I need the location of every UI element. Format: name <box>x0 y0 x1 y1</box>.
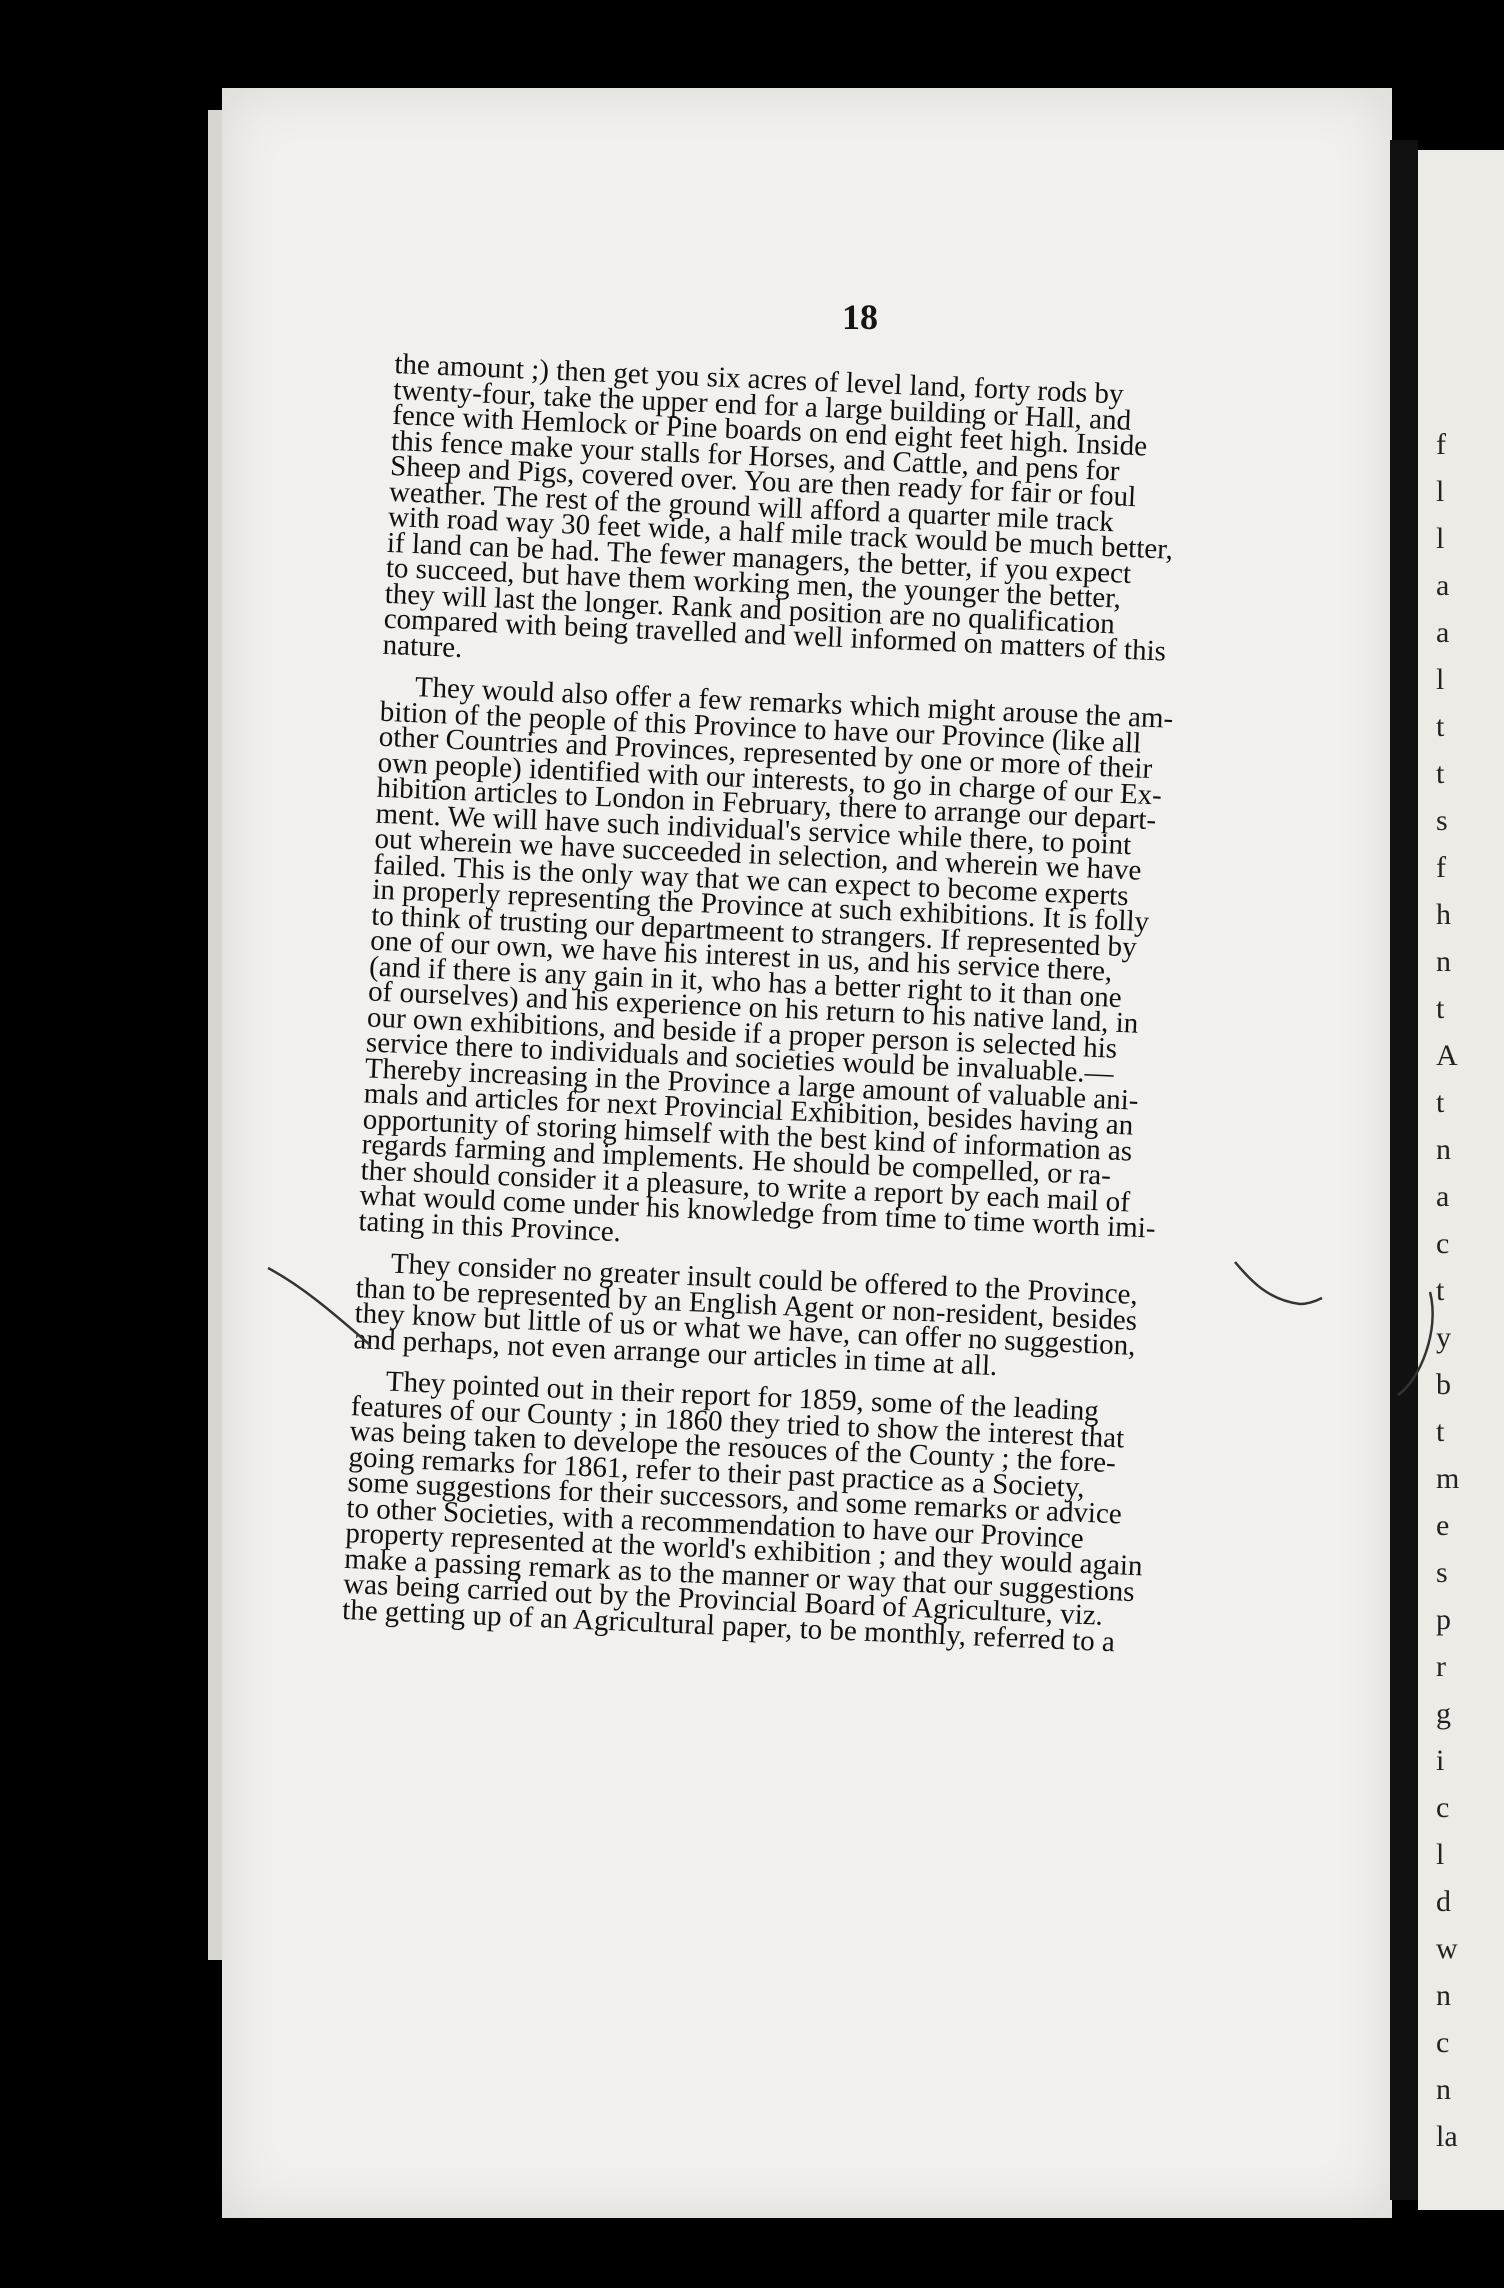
next-page-fragment: a <box>1436 569 1450 602</box>
next-page-fragment: l <box>1436 522 1445 555</box>
next-page-fragment: r <box>1436 1650 1446 1683</box>
book-gutter <box>1390 140 1418 2200</box>
paragraph-1: the amount ;) then get you six acres of level land, forty rods by twenty-four, take the upper end for a large building or Hall, and fence with Hemlock or Pine boards on end eight feet high. Inside this fence make your stalls for Horses, and Cattle, and pens for Sheep and Pigs, covered over. You are then ready for fair or foul weather. The rest of the ground will afford a quarter mile track with road way 30 feet wide, a half mile track would be much better, if land can be had. The fewer managers, the better, if you expect to succeed, but have them working men, the younger the better, they will last the longer. Rank and position are no qualification compared with being travelled and well informed on matters of this nature. <box>382 348 1174 668</box>
next-page-fragment: d <box>1436 1885 1451 1918</box>
next-page-fragment: s <box>1436 1556 1448 1589</box>
next-page-fragment: a <box>1436 1180 1450 1213</box>
next-page-fragment: n <box>1436 2073 1451 2106</box>
next-page-fragment: p <box>1436 1603 1451 1636</box>
next-page-fragment: b <box>1436 1368 1451 1401</box>
page-edge <box>208 110 222 1960</box>
next-page-fragment: t <box>1436 992 1445 1025</box>
next-page-fragment: i <box>1436 1744 1445 1777</box>
body-text <box>341 348 1294 1677</box>
next-page-fragment: f <box>1436 428 1446 461</box>
next-page-fragment: m <box>1436 1462 1460 1495</box>
next-page-fragment: t <box>1436 1086 1445 1119</box>
next-page-fragment: h <box>1436 898 1451 931</box>
next-page-fragment: y <box>1436 1321 1451 1354</box>
next-page-fragment: w <box>1436 1932 1458 1965</box>
next-page-fragment: g <box>1436 1697 1451 1730</box>
next-page-fragment: t <box>1436 710 1445 743</box>
paragraph-4: They pointed out in their report for 1859, some of the leading features of our County ; in 1860 they tried to show the interest that was being taken to develope the resouces of the County ; the fore- going remarks for 1861, refer to their past practice as a Society, some suggestions for their successors, and some remarks or advice to other Societies, with a recommendation to have our Province property represented at the world's exhibition ; and they would again make a passing remark as to the manner or way that our suggestions was being carried out by the Provincial Board of Agriculture, viz. the getting up of an Agricultural paper, to be monthly, referred to a <box>341 1365 1144 1658</box>
next-page-fragment: la <box>1436 2120 1458 2153</box>
paragraph-2: They would also offer a few remarks which might arouse the am- bition of the people of this Province to have our Province (like all other Countries and Provinces, represented by one or more of their own people) identified with our interests, to go in charge of our Ex- hibition articles to London in February, there to arrange our depart- ment. We will have such individual's service while there, to point out wherein we have succeeded in selection, and wherein we have failed. This is the only way that we can expect to become experts in properly representing the Province at such exhibitions. It is folly to think of trusting our departmeent to strangers. If represented by one of our own, we have his interest in us, and his service there, (and if there is any gain in it, who has a better right to it than one of ourselves) and his experience on his return to his native land, in our own exhibitions, and beside if a proper person is selected his service there to individuals and societies would be invaluable.— Thereby increasing in the Province a large amount of valuable ani- mals and articles for next Provincial Exhibition, besides having an opportunity of storing himself with the best kind of information as regards farming and implements. He should be compelled, or ra- ther should consider it a pleasure, to write a report by each mail of what would come under his knowledge from time to time worth imi- tating in this Province. <box>357 671 1174 1248</box>
next-page-fragment: s <box>1436 804 1448 837</box>
next-page-fragment: a <box>1436 616 1450 649</box>
next-page-fragment: l <box>1436 1838 1445 1871</box>
next-page-fragment: c <box>1436 1791 1450 1824</box>
next-page-fragment: t <box>1436 1415 1445 1448</box>
paragraph-3: They consider no greater insult could be offered to the Province, than to be represented by an English Agent or non-resident, besides they know but little of us or what we have, can offer no suggestion, and perhaps, not even arrange our articles in time at all. <box>352 1247 1139 1382</box>
next-page-fragment: f <box>1436 851 1446 884</box>
next-page-edge <box>1418 150 1504 2210</box>
next-page-fragment: n <box>1436 1979 1451 2012</box>
next-page-fragment: c <box>1436 2026 1450 2059</box>
page-number: 18 <box>842 297 878 337</box>
next-page-fragment: l <box>1436 475 1445 508</box>
next-page-fragment: n <box>1436 945 1451 978</box>
next-page-fragment: c <box>1436 1227 1450 1260</box>
next-page-fragment: t <box>1436 757 1445 790</box>
next-page-fragment: l <box>1436 663 1445 696</box>
next-page-fragment: A <box>1436 1039 1458 1072</box>
next-page-fragment: t <box>1436 1274 1445 1307</box>
next-page-fragment: n <box>1436 1133 1451 1166</box>
next-page-fragment: e <box>1436 1509 1450 1542</box>
